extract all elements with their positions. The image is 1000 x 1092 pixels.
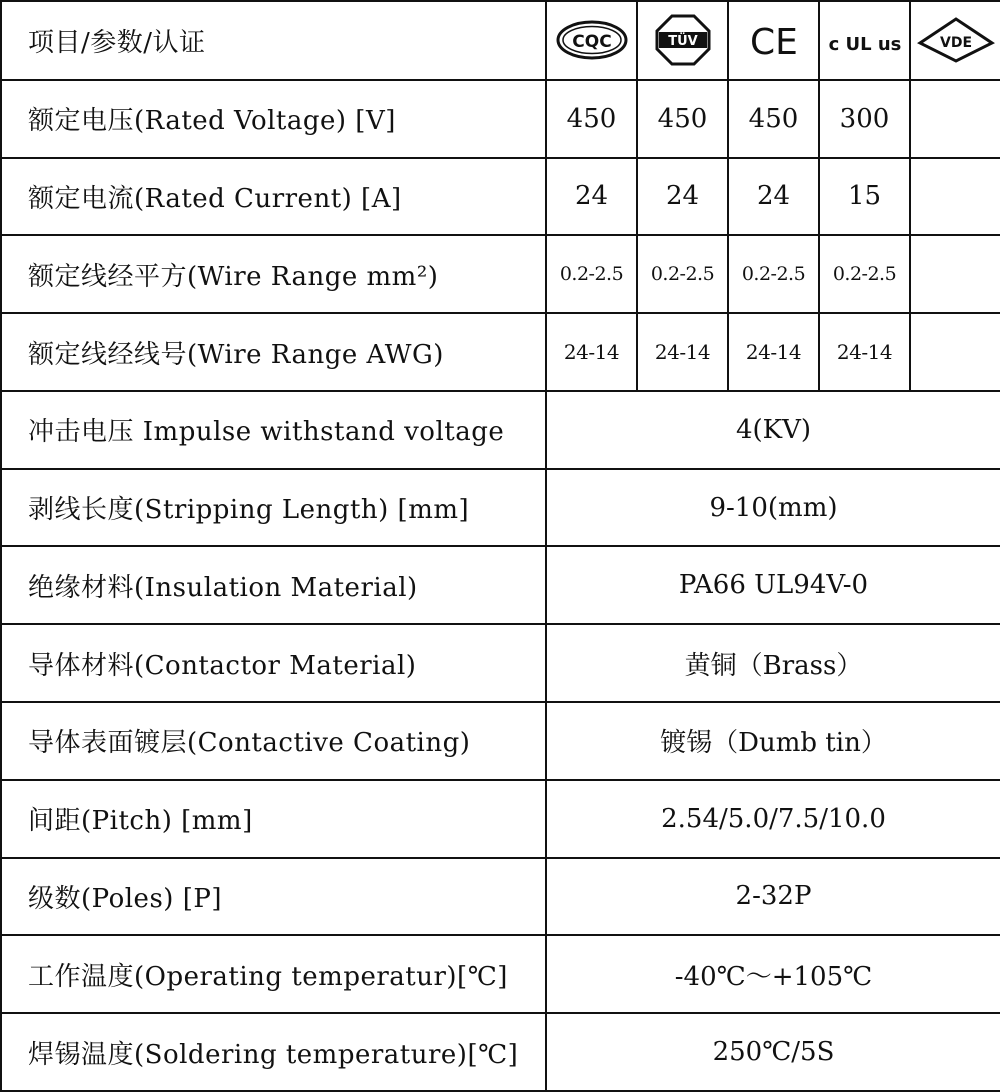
svg-text:CE: CE	[749, 22, 798, 63]
row-impulse-voltage	[1, 391, 1000, 469]
svg-text:VDE: VDE	[939, 35, 972, 52]
row-label: 剥线长度(Stripping Length) [mm]	[1, 469, 546, 547]
row-label: 冲击电压 Impulse withstand voltage	[1, 391, 546, 469]
row-contactor-material	[1, 624, 1000, 702]
row-value: 黄铜（Brass）	[546, 624, 1000, 702]
row-value: PA66 UL94V-0	[546, 546, 1000, 624]
row-pitch	[1, 780, 1000, 858]
value-cqc: 0.2-2.5	[546, 235, 637, 313]
value-vde	[910, 158, 1000, 236]
svg-text:CQC: CQC	[571, 32, 612, 53]
value-cqc: 24-14	[546, 313, 637, 391]
row-value: 4(KV)	[546, 391, 1000, 469]
value-cqc: 24	[546, 158, 637, 236]
row-stripping-length	[1, 469, 1000, 547]
row-label: 导体表面镀层(Contactive Coating)	[1, 702, 546, 780]
row-soldering-temperature	[1, 1013, 1000, 1091]
svg-text:c UL us: c UL us	[828, 34, 901, 56]
row-contactive-coating	[1, 702, 1000, 780]
value-ce: 24	[728, 158, 819, 236]
value-ul: 0.2-2.5	[819, 235, 910, 313]
cul-us-logo-icon	[825, 18, 905, 62]
cert-vde-cell	[910, 1, 1000, 80]
svg-text:TÜV: TÜV	[667, 34, 698, 50]
row-value: 2-32P	[546, 858, 1000, 936]
value-vde	[910, 80, 1000, 158]
row-rated-current	[1, 158, 1000, 236]
row-label: 间距(Pitch) [mm]	[1, 780, 546, 858]
row-poles	[1, 858, 1000, 936]
value-ul: 15	[819, 158, 910, 236]
value-ul: 24-14	[819, 313, 910, 391]
value-tuv: 24	[637, 158, 728, 236]
cert-ce-cell	[728, 1, 819, 80]
value-ce: 24-14	[728, 313, 819, 391]
row-value: 9-10(mm)	[546, 469, 1000, 547]
row-value: -40℃～+105℃	[546, 935, 1000, 1013]
row-label: 工作温度(Operating temperatur)[℃]	[1, 935, 546, 1013]
value-tuv: 450	[637, 80, 728, 158]
cert-cqc-cell	[546, 1, 637, 80]
row-label: 额定线经线号(Wire Range AWG)	[1, 313, 546, 391]
value-vde	[910, 235, 1000, 313]
row-label: 焊锡温度(Soldering temperature)[℃]	[1, 1013, 546, 1091]
value-vde	[910, 313, 1000, 391]
cert-ul-cell	[819, 1, 910, 80]
row-label: 绝缘材料(Insulation Material)	[1, 546, 546, 624]
ce-logo-icon	[749, 18, 799, 62]
row-label: 额定电压(Rated Voltage) [V]	[1, 80, 546, 158]
value-ce: 0.2-2.5	[728, 235, 819, 313]
row-label: 额定线经平方(Wire Range mm²)	[1, 235, 546, 313]
row-label: 导体材料(Contactor Material)	[1, 624, 546, 702]
value-tuv: 24-14	[637, 313, 728, 391]
row-insulation-material	[1, 546, 1000, 624]
row-wire-range-awg	[1, 313, 1000, 391]
row-value: 2.54/5.0/7.5/10.0	[546, 780, 1000, 858]
row-value: 250℃/5S	[546, 1013, 1000, 1091]
header-row	[1, 1, 1000, 80]
row-label: 额定电流(Rated Current) [A]	[1, 158, 546, 236]
row-wire-range-mm2	[1, 235, 1000, 313]
row-label: 级数(Poles) [P]	[1, 858, 546, 936]
header-label: 项目/参数/认证	[1, 1, 546, 80]
tuv-logo-icon	[655, 14, 711, 66]
vde-logo-icon	[916, 15, 996, 65]
value-ce: 450	[728, 80, 819, 158]
row-value: 镀锡（Dumb tin）	[546, 702, 1000, 780]
row-operating-temperature	[1, 935, 1000, 1013]
row-rated-voltage	[1, 80, 1000, 158]
cqc-logo-icon	[555, 19, 629, 61]
value-ul: 300	[819, 80, 910, 158]
cert-tuv-cell	[637, 1, 728, 80]
value-cqc: 450	[546, 80, 637, 158]
value-tuv: 0.2-2.5	[637, 235, 728, 313]
